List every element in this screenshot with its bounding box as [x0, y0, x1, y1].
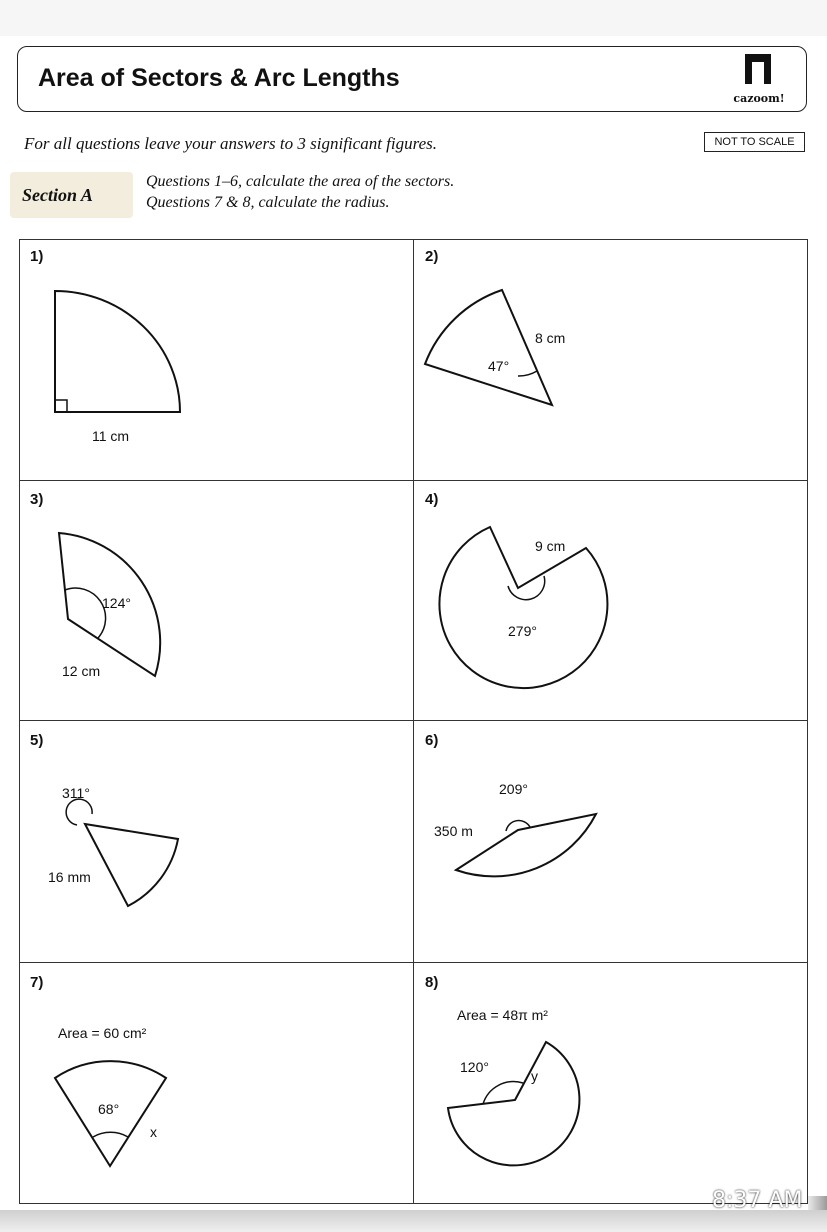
question-number: 5) — [30, 732, 44, 749]
dimension-label: 11 cm — [92, 428, 130, 444]
unknown-label: y — [531, 1068, 538, 1084]
area-label: Area = 48π m² — [457, 1007, 548, 1023]
angle-arc — [66, 799, 92, 825]
dimension-label: 350 m — [434, 823, 473, 839]
question-number: 7) — [30, 974, 44, 991]
dimension-label: 16 mm — [48, 869, 91, 885]
sector-q2 — [425, 290, 552, 405]
question-number: 4) — [425, 491, 439, 508]
question-number: 6) — [425, 732, 439, 749]
instructions-text: For all questions leave your answers to 3 significant figures. — [24, 134, 438, 153]
direction-line: Questions 7 & 8, calculate the radius. — [146, 194, 390, 211]
worksheet-page — [0, 36, 827, 1222]
area-label: Area = 60 cm² — [58, 1025, 147, 1041]
bottom-edge — [0, 1210, 827, 1232]
unknown-label: x — [150, 1124, 157, 1140]
angle-label: 279° — [508, 623, 537, 639]
angle-label: 47° — [488, 358, 510, 374]
worksheet-title: Area of Sectors & Arc Lengths — [38, 64, 400, 92]
dimension-label: 9 cm — [535, 538, 566, 554]
angle-arc — [518, 371, 537, 376]
sector-q5 — [85, 824, 178, 906]
question-number: 3) — [30, 491, 44, 508]
status-bar-time: 8:37 AM — [712, 1188, 803, 1213]
question-number: 2) — [425, 248, 439, 265]
question-number: 8) — [425, 974, 439, 991]
sector-q4 — [439, 527, 607, 688]
sector-q1 — [55, 291, 180, 412]
section-label: Section A — [22, 185, 93, 205]
angle-label: 68° — [98, 1101, 120, 1117]
dimension-label: 12 cm — [62, 663, 101, 679]
angle-label: 120° — [460, 1059, 489, 1075]
brand-name: cazoom! — [733, 92, 785, 105]
not-to-scale-badge: NOT TO SCALE — [704, 132, 805, 152]
direction-line: Questions 1–6, calculate the area of the sectors. — [146, 173, 455, 190]
angle-label: 124° — [102, 595, 131, 611]
angle-arc — [93, 1132, 128, 1137]
angle-label: 209° — [499, 781, 528, 797]
dimension-label: 8 cm — [535, 330, 566, 346]
sector-diagrams — [0, 36, 827, 1222]
angle-label: 311° — [62, 785, 90, 801]
question-number: 1) — [30, 248, 44, 265]
right-angle-marker — [55, 400, 67, 412]
